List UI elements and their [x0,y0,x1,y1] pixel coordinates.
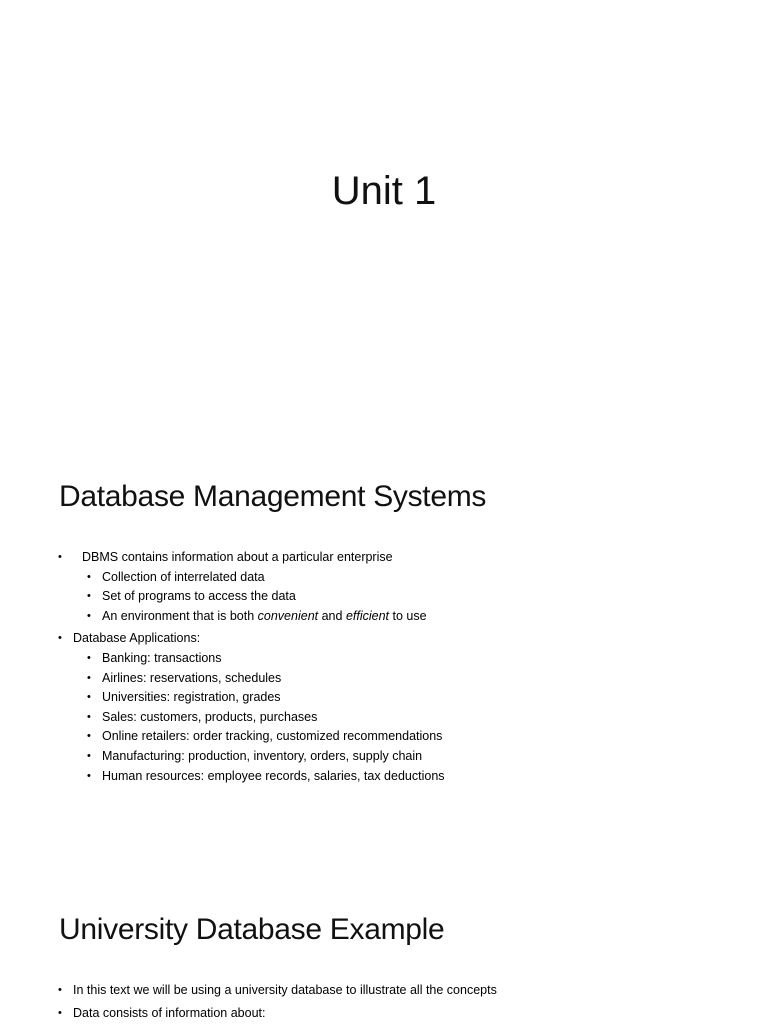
bullet-icon: • [87,651,91,664]
list-item-text: Banking: transactions [102,650,222,665]
bullet-icon: • [87,769,91,782]
list-item-text [102,607,427,627]
section-heading-university: University Database Example [59,913,445,946]
bullet-icon: • [58,1006,62,1019]
section-heading-dbms: Database Management Systems [59,480,487,513]
text-segment: and [318,608,346,623]
emphasis-efficient: efficient [345,608,390,623]
bullet-icon: • [87,691,91,704]
bullet-icon: • [58,984,62,996]
list-item-text: Airlines: reservations, schedules [102,670,282,685]
list-item-text: Data consists of information about: [73,1005,266,1020]
list-item-text: Set of programs to access the data [102,589,296,604]
list-item-text: Collection of interrelated data [102,569,265,584]
bullet-icon: • [87,710,91,723]
list-item-text: Online retailers: order tracking, customized recommendations [102,729,443,744]
bullet-icon: • [87,749,91,762]
bullet-icon: • [87,609,91,622]
list-item-text: In this text we will be using a university database to illustrate all the concepts [73,983,497,997]
text-segment: An environment that is both [102,608,258,623]
bullet-icon: • [87,671,91,684]
emphasis-convenient: convenient [257,608,319,623]
list-item-text: Universities: registration, grades [102,690,281,705]
list-item-text: DBMS contains information about a particular enterprise [82,550,393,564]
bullet-icon: • [87,570,91,583]
list-item-text: Sales: customers, products, purchases [102,709,318,724]
slide-title: Unit 1 [331,169,437,213]
text-segment: to use [389,608,427,623]
list-item-text: Human resources: employee records, salaries, tax deductions [102,768,445,783]
bullet-icon: • [87,730,91,743]
list-item-text: Database Applications: [73,631,201,646]
list-item-text: Manufacturing: production, inventory, orders, supply chain [102,748,423,763]
bullet-icon: • [58,632,62,645]
bullet-icon: • [87,590,91,603]
bullet-icon: • [58,551,62,563]
